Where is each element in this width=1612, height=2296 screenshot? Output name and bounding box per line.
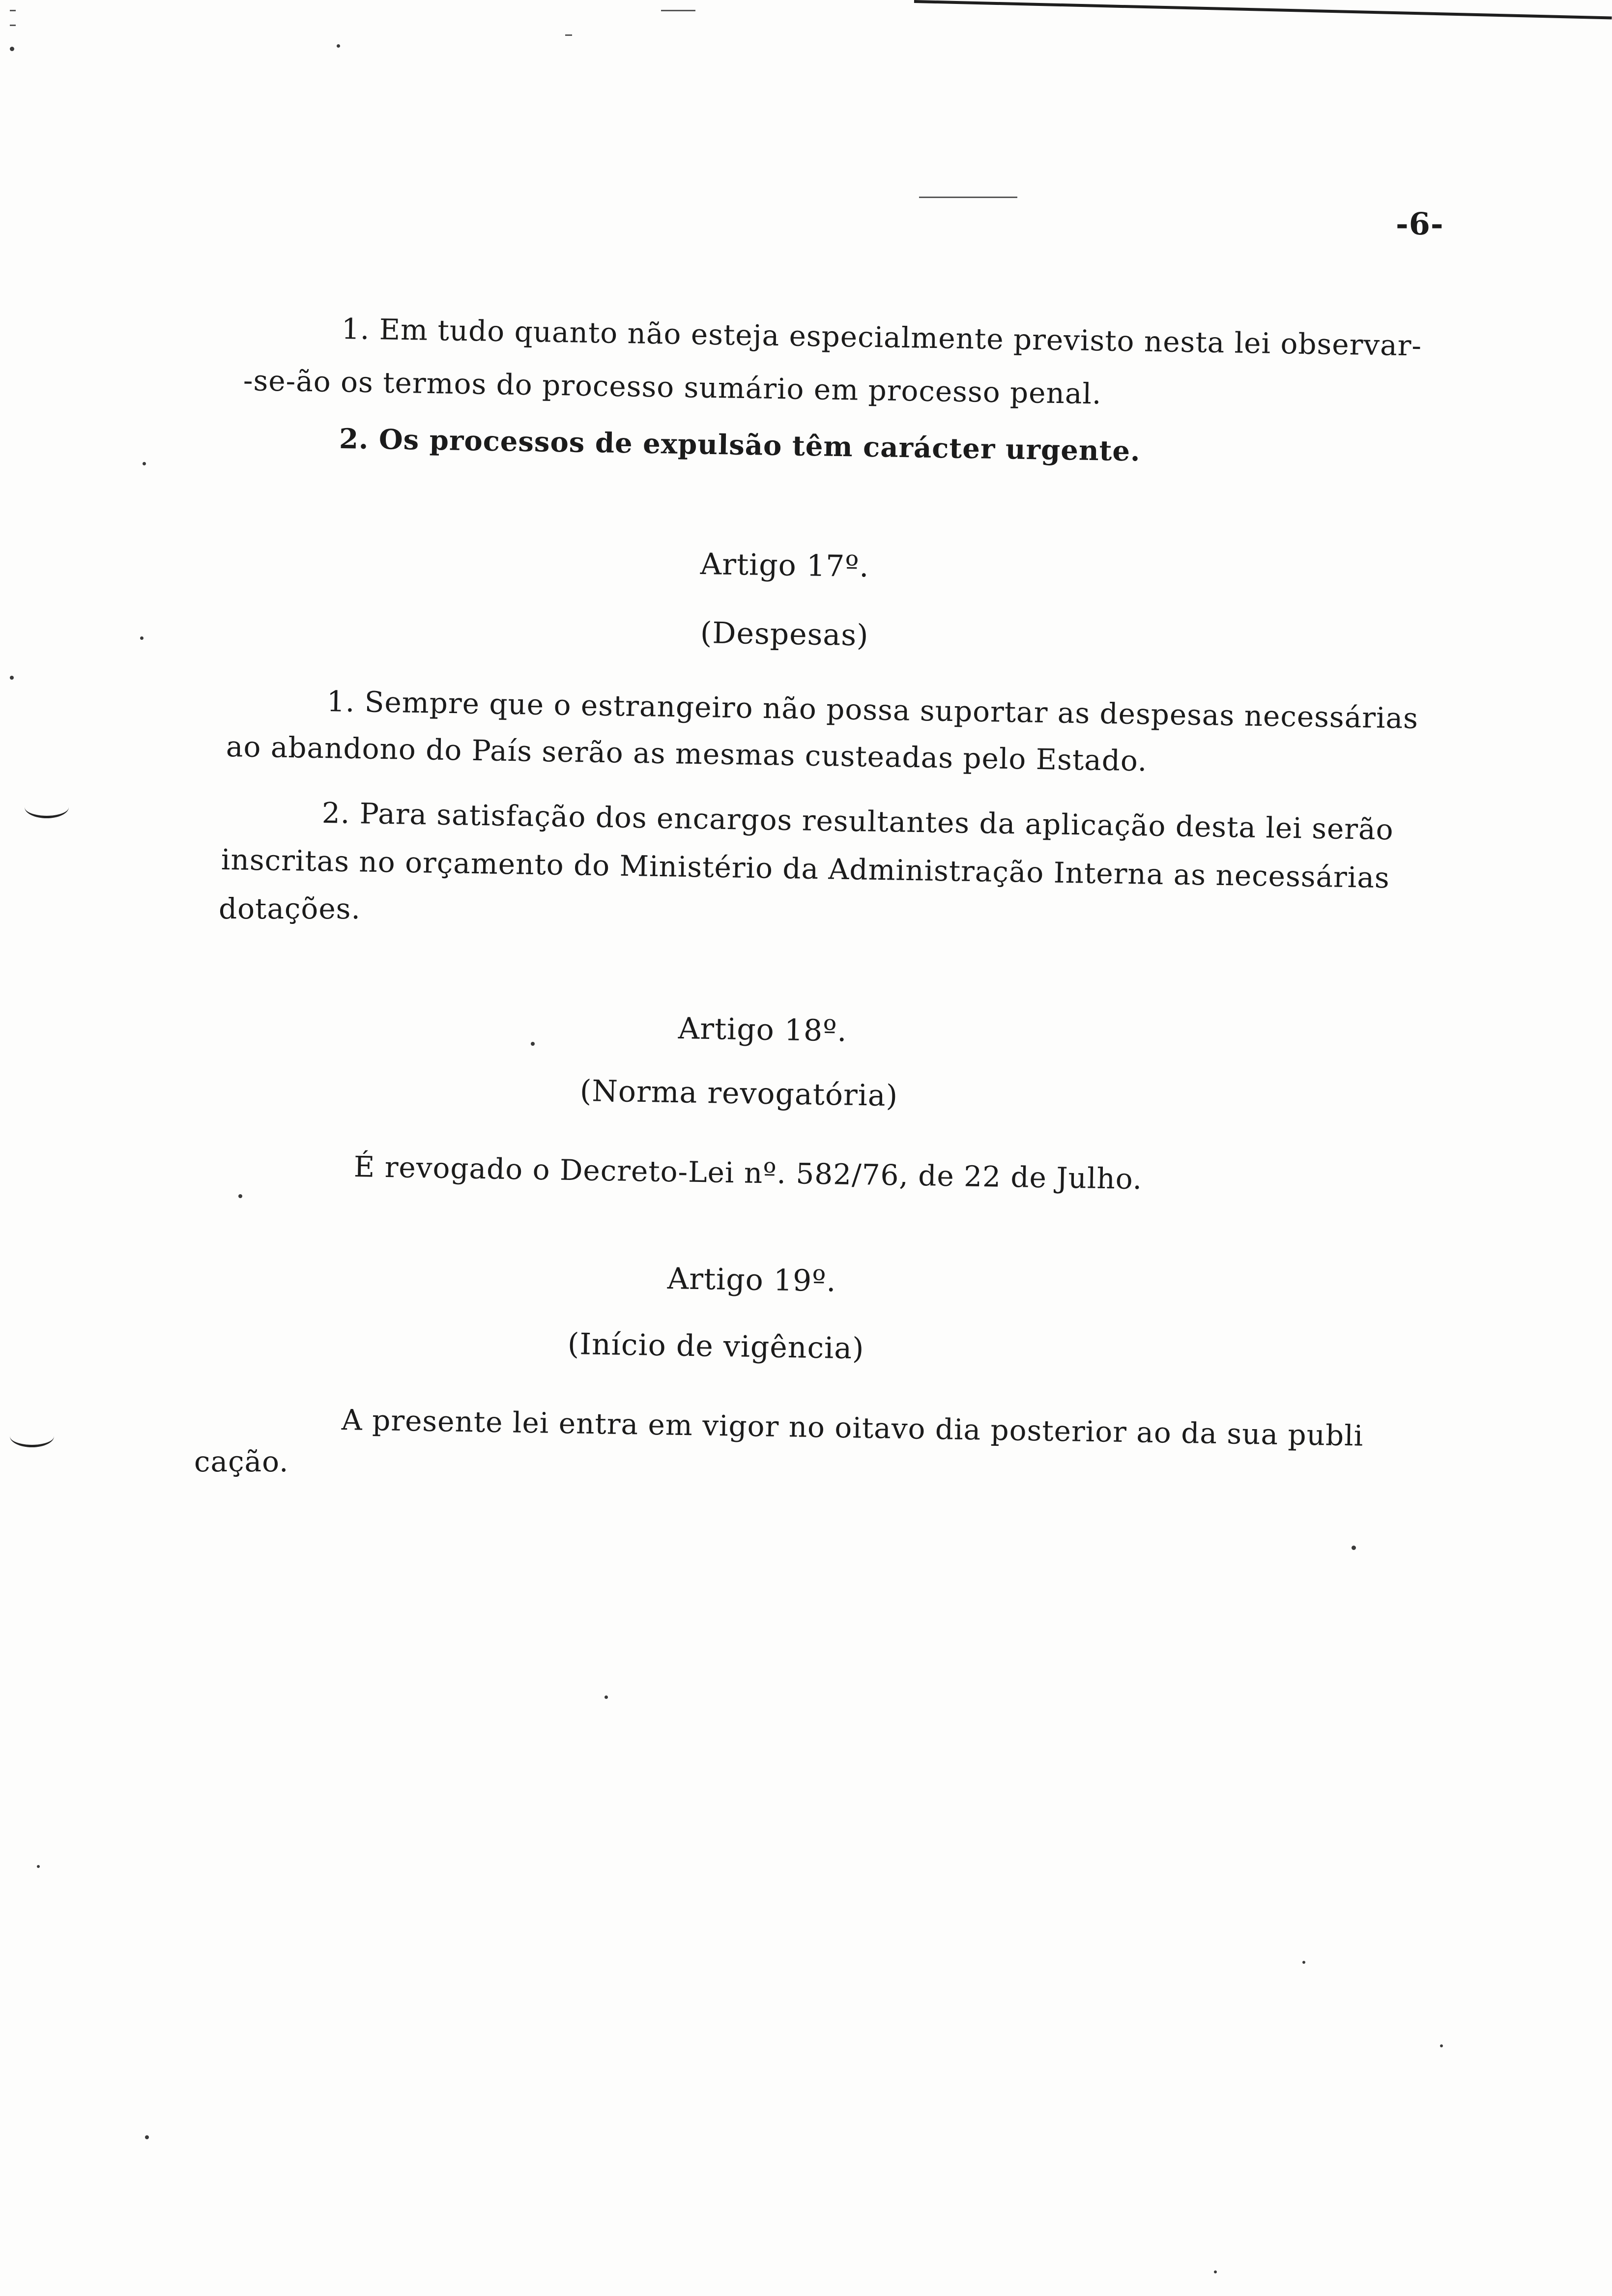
scan-artifact [143, 462, 146, 465]
scan-artifact [531, 1042, 535, 1046]
article-16-paragraph-1-line-2: -se-ão os termos do processo sumário em processo penal. [243, 364, 1102, 411]
scan-artifact [238, 1194, 242, 1198]
page-edge-shadow [913, 0, 1612, 49]
scan-artifact [1352, 1546, 1356, 1550]
article-18-subheading: (Norma revogatória) [579, 1074, 898, 1114]
scan-artifact [145, 2135, 149, 2139]
punch-hole-mark [25, 796, 69, 818]
article-17-heading: Artigo 17º. [700, 547, 870, 584]
scan-artifact [10, 10, 16, 11]
punch-hole-mark [10, 1425, 54, 1447]
article-19-paragraph-line-1: A presente lei entra em vigor no oitavo dia posterior ao da sua publi [341, 1403, 1364, 1453]
scan-artifact [604, 1695, 608, 1699]
page-number: -6- [1396, 206, 1444, 242]
scan-artifact [1214, 2270, 1217, 2273]
article-17-paragraph-1-line-2: ao abandono do País serão as mesmas custeadas pelo Estado. [226, 730, 1148, 778]
article-17-paragraph-2-line-1: 2. Para satisfação dos encargos resultantes da aplicação desta lei serão [321, 796, 1394, 847]
scan-artifact [661, 10, 695, 11]
article-17-paragraph-2-line-2: inscritas no orçamento do Ministério da Administração Interna as necessárias [221, 843, 1390, 895]
scan-artifact [919, 197, 1017, 198]
scan-artifact [337, 44, 340, 48]
scan-artifact [1302, 1961, 1305, 1964]
article-18-heading: Artigo 18º. [678, 1011, 848, 1049]
scan-artifact [1440, 2044, 1443, 2047]
scan-artifact [140, 636, 144, 640]
article-17-paragraph-2-line-3: dotações. [219, 892, 361, 925]
article-19-paragraph-line-2: cação. [194, 1445, 289, 1478]
scan-artifact [10, 25, 16, 26]
scan-artifact [10, 676, 14, 680]
article-16-paragraph-2: 2. Os processos de expulsão têm carácter urgente. [339, 423, 1141, 468]
article-19-subheading: (Início de vigência) [567, 1327, 865, 1366]
scan-artifact [10, 47, 14, 51]
article-18-paragraph: É revogado o Decreto-Lei nº. 582/76, de 22 de Julho. [353, 1150, 1143, 1196]
scan-artifact [37, 1865, 40, 1868]
article-19-heading: Artigo 19º. [667, 1262, 837, 1299]
article-16-paragraph-1-line-1: 1. Em tudo quanto não esteja especialmente previsto nesta lei observar- [341, 312, 1422, 363]
scan-artifact [565, 34, 572, 36]
article-17-paragraph-1-line-1: 1. Sempre que o estrangeiro não possa suportar as despesas necessárias [326, 685, 1419, 735]
article-17-subheading: (Despesas) [700, 616, 869, 653]
